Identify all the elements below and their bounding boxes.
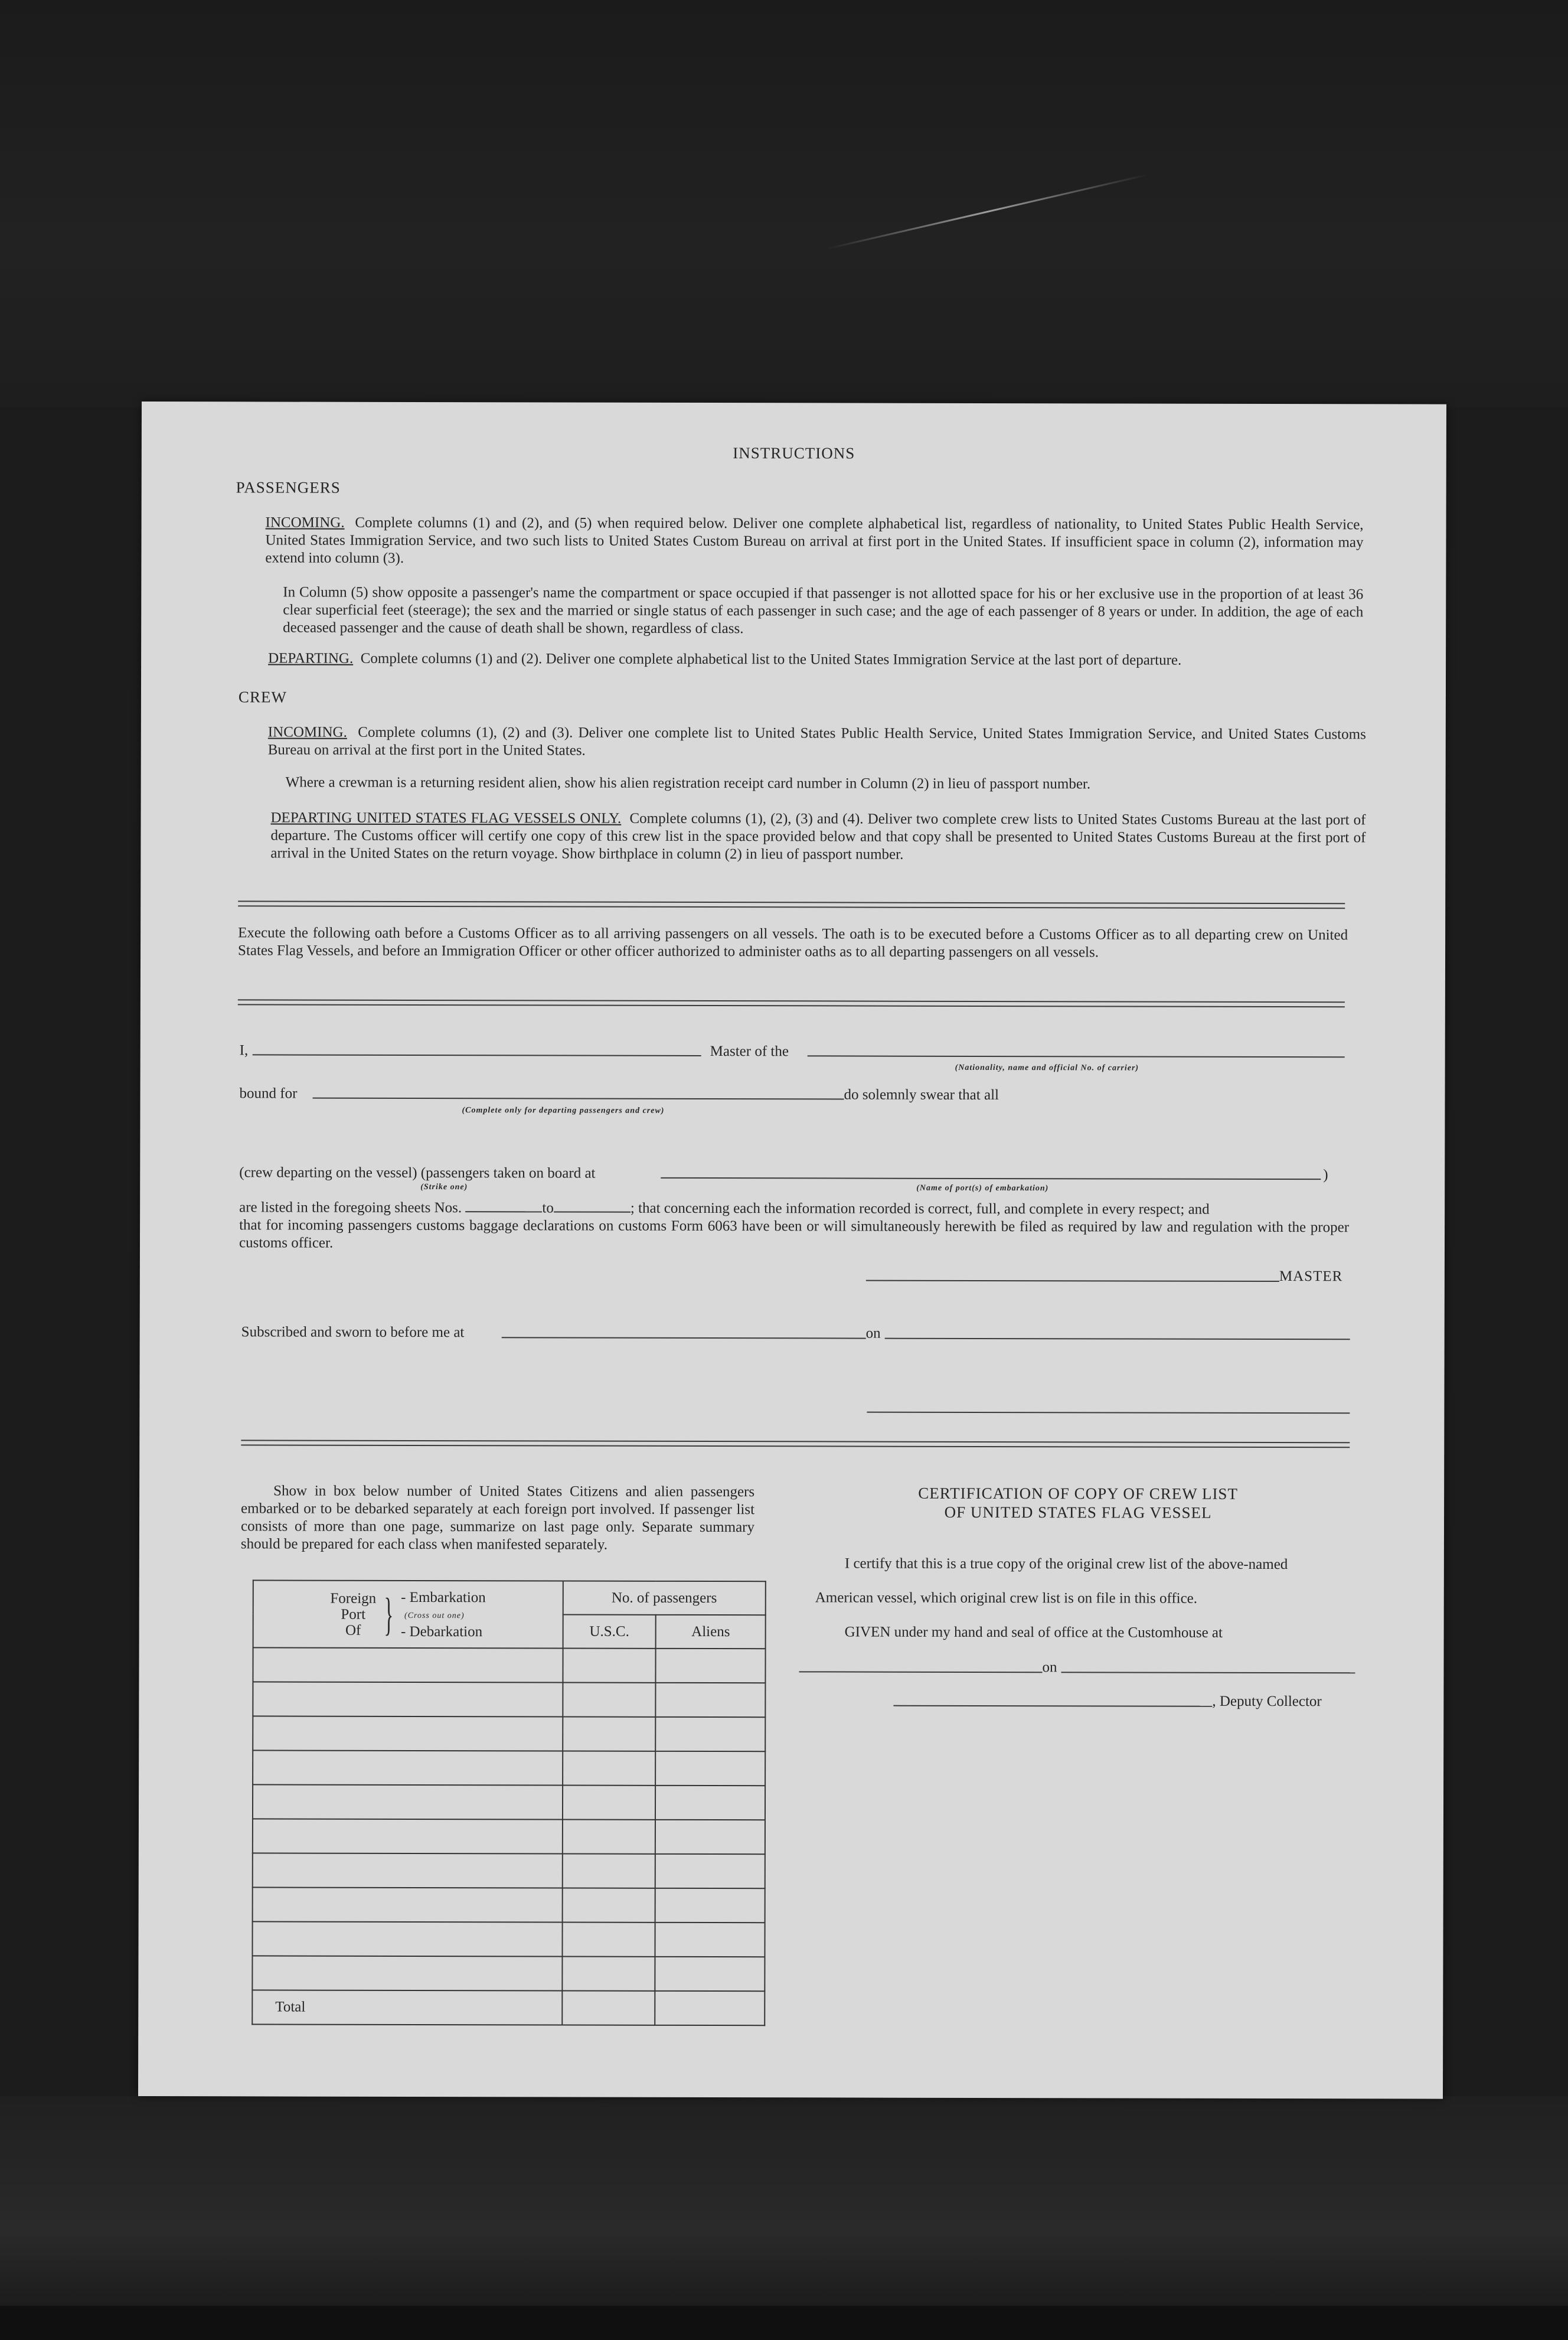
total-label-cell [252, 1990, 562, 2025]
scan-background-top [0, 0, 1568, 407]
certification-line1: I certify that this is a true copy of the original crew list of the above-named [844, 1555, 1288, 1573]
aliens-count-cell[interactable] [656, 1717, 766, 1751]
usc-header: U.S.C. [563, 1614, 656, 1648]
port-cell[interactable] [252, 1956, 562, 1990]
debarkation-option[interactable]: - Debarkation [400, 1623, 483, 1640]
subscribed-label: Subscribed and sworn to before me at [241, 1324, 465, 1341]
port-cell[interactable] [253, 1716, 563, 1751]
oath-instructions: Execute the following oath before a Customs Officer as to all arriving passengers on all vessels. The oath is to be executed before a Customs Officer as to all departing crew on United States Flag Vessels, and before an Immigration Officer or other officer authorized to administer oaths as to all departing passengers on all vessels. [238, 925, 1348, 961]
crew-incoming-label: INCOMING. [267, 724, 347, 740]
certification-date-field[interactable] [1061, 1672, 1355, 1673]
nationality-note: (Nationality, name and official No. of carrier) [955, 1063, 1139, 1073]
certification-title [812, 1483, 1344, 1522]
port-cell[interactable] [252, 1921, 562, 1956]
brace-glyph: } [384, 1588, 394, 1640]
usc-count-cell[interactable] [563, 1648, 656, 1682]
usc-count-cell[interactable] [563, 1682, 656, 1716]
aliens-count-cell[interactable] [655, 1751, 765, 1786]
bound-for-label: bound for [239, 1085, 298, 1102]
summary-instructions: Show in box below number of United States Citizens and alien passengers embarked or to be debarked separately at each foreign port involved. If passenger list consists of more than one page, summarize on last page only. Separate summary should be prepared for each class when manifested separately. [240, 1483, 755, 1553]
listed-to-label: to [542, 1200, 554, 1216]
aliens-count-cell[interactable] [655, 1888, 765, 1923]
crew-resident-paragraph: Where a crewman is a returning resident alien, show his alien registration receipt card number in Column (2) in lieu of passport number. [285, 774, 1091, 792]
section-divider [241, 1440, 1350, 1448]
total-label: Total [275, 1999, 306, 2015]
embarkation-option[interactable]: - Embarkation [401, 1589, 486, 1605]
usc-count-cell[interactable] [563, 1785, 656, 1819]
usc-count-cell[interactable] [562, 1853, 655, 1888]
sheet-from-field[interactable] [465, 1199, 542, 1212]
aliens-count-cell[interactable] [656, 1649, 766, 1683]
oath-i-label: I, [239, 1042, 249, 1059]
aliens-count-cell[interactable] [655, 1957, 765, 1991]
port-cell[interactable] [253, 1682, 563, 1716]
aliens-count-cell[interactable] [656, 1683, 766, 1717]
crew-departing-label: DEPARTING UNITED STATES FLAG VESSELS ONLY. [270, 810, 622, 827]
sworn-at-field[interactable] [502, 1337, 866, 1339]
embarkation-ports-field[interactable] [661, 1177, 1321, 1180]
crew-departing-text: Complete columns (1), (2), (3) and (4). Deliver two complete crew lists to United States Customs Bureau at the last port of departure. The Customs officer will certify one copy of this crew list in the space provided below and that copy shall be presented to United States Customs Bureau at the first port of arrival in the United States on the return voyage. Show birthplace in column (2) in lieu of passport number. [270, 810, 1366, 863]
customhouse-field[interactable] [799, 1671, 1042, 1673]
usc-count-cell[interactable] [562, 1922, 655, 1956]
sworn-date-field[interactable] [885, 1338, 1350, 1340]
listed-text-a: are listed in the foregoing sheets Nos. [239, 1199, 462, 1216]
strike-one-note: (Strike one) [420, 1182, 468, 1192]
passengers-departing-text: Complete columns (1) and (2). Deliver one complete alphabetical list to the United States Immigration Service at the last port of departure. [360, 650, 1182, 668]
deputy-collector-label: , Deputy Collector [1212, 1693, 1322, 1710]
vessel-field[interactable] [808, 1055, 1345, 1058]
foreign-port-of-label: Foreign Port Of [330, 1590, 377, 1639]
bound-for-field[interactable] [313, 1098, 844, 1100]
usc-count-cell[interactable] [563, 1716, 656, 1751]
master-signature-field[interactable] [866, 1280, 1279, 1282]
aliens-count-cell[interactable] [655, 1854, 765, 1888]
master-name-field[interactable] [253, 1054, 701, 1056]
certification-title-line1: CERTIFICATION OF COPY OF CREW LIST [918, 1484, 1239, 1503]
passenger-summary-table [251, 1579, 766, 2026]
crew-heading: CREW [238, 688, 287, 706]
certification-title-line2: OF UNITED STATES FLAG VESSEL [944, 1503, 1212, 1522]
listed-line [239, 1199, 1349, 1219]
no-of-passengers-header: No. of passengers [563, 1581, 765, 1615]
usc-count-cell[interactable] [562, 1956, 655, 1990]
passengers-departing-label: DEPARTING. [268, 650, 354, 667]
listed-text-c: that for incoming passengers customs baggage declarations on customs Form 6063 have been or will simultaneously herewith be filed as required by law and regulation with the proper customs officer. [239, 1217, 1350, 1251]
cross-out-note: (Cross out one) [404, 1611, 465, 1620]
deputy-collector-signature-field[interactable] [893, 1705, 1212, 1707]
certification-on-label: on [1042, 1659, 1057, 1676]
master-of-the-label: Master of the [710, 1043, 789, 1060]
aliens-total-cell[interactable] [655, 1991, 765, 2025]
usc-total-cell[interactable] [562, 1990, 655, 2025]
do-solemnly-swear-text: do solemnly swear that all [844, 1086, 999, 1104]
foreign-port-header-cell [253, 1580, 563, 1648]
certification-line3: GIVEN under my hand and seal of office at the Customhouse at [844, 1624, 1223, 1641]
close-paren: ) [1323, 1167, 1328, 1183]
passengers-column5-paragraph: In Column (5) show opposite a passenger's name the compartment or space occupied if that passenger is not allotted space for his or her exclusive use in the proportion of at least 36 clear superficial feet (steerage); the sex and the married or single status of each passenger in such case; and the age of each passenger of 8 years or under. In addition, the age of each deceased passenger and the cause of death shall be shown, regardless of class. [283, 584, 1364, 637]
crew-incoming-text: Complete columns (1), (2) and (3). Deliver one complete list to United States Public Health Service, United States Immigration Service, and United States Customs Bureau on arrival at the first port in the United States. [267, 724, 1366, 759]
passengers-heading: PASSENGERS [236, 478, 341, 497]
aliens-header: Aliens [656, 1615, 766, 1649]
port-cell[interactable] [253, 1819, 563, 1853]
crew-passengers-text: (crew departing on the vessel) (passengers taken on board at [239, 1164, 596, 1182]
sheet-to-field[interactable] [554, 1199, 631, 1212]
certification-line2: American vessel, which original crew list is on file in this office. [815, 1590, 1198, 1607]
embark-debark-options [401, 1589, 486, 1639]
port-cell[interactable] [253, 1853, 563, 1888]
passengers-incoming-text: Complete columns (1) and (2), and (5) when required below. Deliver one complete alphabetical list, regardless of nationality, to United States Public Health Service, United States Immigration Service, and two such lists to United States Custom Bureau on arrival at first port in the United States. If insufficient space in column (2), information may extend into column (3). [265, 514, 1364, 566]
usc-count-cell[interactable] [562, 1888, 655, 1922]
crew-departing-paragraph [270, 809, 1366, 864]
officer-signature-field[interactable] [867, 1412, 1350, 1414]
document-page [138, 402, 1446, 2099]
section-divider [238, 900, 1345, 909]
master-label: MASTER [1279, 1268, 1343, 1285]
on-label: on [865, 1325, 881, 1342]
passengers-incoming-paragraph [265, 514, 1363, 569]
page-title: INSTRUCTIONS [733, 444, 855, 462]
section-divider [238, 999, 1345, 1007]
port-cell[interactable] [253, 1750, 563, 1785]
port-cell[interactable] [253, 1784, 563, 1819]
port-cell[interactable] [253, 1647, 563, 1682]
crew-incoming-paragraph [268, 723, 1366, 761]
scan-edge [0, 2306, 1568, 2340]
usc-count-cell[interactable] [563, 1819, 656, 1853]
port-cell[interactable] [253, 1887, 563, 1922]
passengers-departing-paragraph [268, 650, 1366, 670]
usc-count-cell[interactable] [563, 1751, 656, 1785]
listed-text-b: ; that concerning each the information recorded is correct, full, and complete in every respect; and [630, 1200, 1210, 1218]
aliens-count-cell[interactable] [655, 1820, 765, 1854]
passengers-incoming-label: INCOMING. [265, 514, 345, 531]
aliens-count-cell[interactable] [655, 1923, 765, 1957]
complete-note: (Complete only for departing passengers and crew) [462, 1106, 665, 1115]
scan-background-bottom [0, 2096, 1568, 2340]
aliens-count-cell[interactable] [655, 1786, 765, 1820]
ports-note: (Name of port(s) of embarkation) [916, 1183, 1049, 1193]
